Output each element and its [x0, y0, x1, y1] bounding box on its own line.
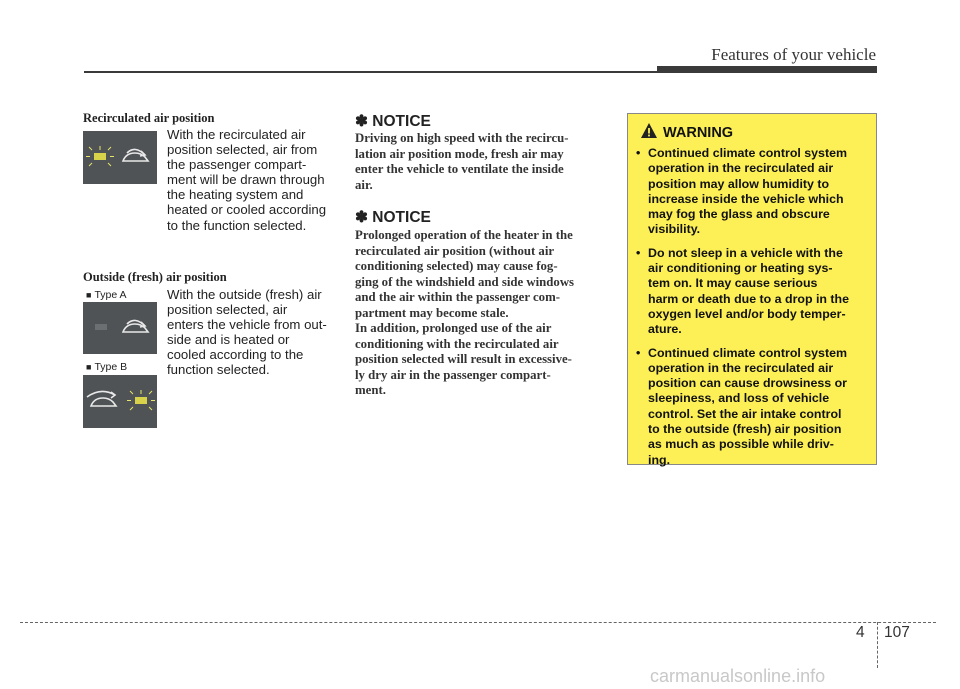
- text-line: enter the vehicle to ventilate the inside: [355, 162, 564, 176]
- text-line: lation air position mode, fresh air may: [355, 146, 564, 161]
- type-b-label: ■ Type B: [86, 361, 128, 373]
- text-line: air conditioning or heating sys-: [648, 261, 833, 276]
- recirculated-description: [167, 127, 333, 233]
- header-rule: [84, 71, 658, 73]
- text-line: may fog the glass and obscure: [648, 207, 830, 222]
- text-line: heated or cooled according: [167, 202, 327, 218]
- text-line: visibility.: [648, 222, 701, 237]
- text-line: harm or death due to a drop in the: [648, 291, 850, 306]
- text-line: conditioning with the recirculated air: [355, 336, 559, 351]
- warning-item: [636, 246, 868, 338]
- notice-1-body: [355, 131, 604, 193]
- text-line: ly dry air in the passenger compart-: [355, 367, 551, 382]
- text-line: position selected, air from: [167, 142, 318, 158]
- text-line: side and is heated or: [167, 332, 290, 348]
- text-line: position may allow humidity to: [648, 176, 830, 191]
- watermark: carmanualsonline.info: [650, 666, 826, 686]
- text-line: function selected.: [167, 362, 270, 378]
- text-line: Continued climate control system: [648, 345, 847, 360]
- text-line: to the outside (fresh) air position: [648, 422, 842, 437]
- text-line: Driving on high speed with the recircu-: [355, 131, 569, 145]
- text-line: ging of the windshield and side windows: [355, 274, 575, 289]
- text-line: increase inside the vehicle which: [648, 191, 844, 206]
- page-number: 107: [884, 624, 910, 641]
- text-line: and the air within the passenger com-: [355, 290, 560, 304]
- outside-air-figure-type-a: [83, 302, 157, 354]
- type-a-label: ■ Type A: [86, 289, 127, 301]
- notice-heading: ✽ NOTICE: [355, 113, 431, 130]
- warning-item: [636, 346, 868, 468]
- footer-divider: [877, 622, 878, 668]
- text-line: position selected, air: [167, 302, 288, 318]
- outside-air-indicator-icon: [83, 302, 157, 354]
- text-line: In addition, prolonged use of the air: [355, 321, 552, 335]
- type-a-text: Type A: [94, 289, 127, 301]
- text-line: Prolonged operation of the heater in the: [355, 228, 573, 242]
- text-line: ment will be drawn through: [167, 172, 325, 188]
- notice-heading: ✽ NOTICE: [355, 209, 431, 226]
- header-rule-accent: [657, 66, 877, 73]
- fresh-air-indicator-icon: [83, 375, 157, 428]
- bullet-icon: •: [636, 245, 641, 260]
- bullet-icon: •: [636, 146, 641, 160]
- notice-2-body: [355, 228, 604, 399]
- text-line: ing.: [648, 452, 671, 467]
- text-line: cooled according to the: [167, 347, 304, 363]
- outside-description: [167, 287, 333, 378]
- footer-rule: [20, 622, 936, 623]
- notice-star-icon: ✽: [355, 113, 373, 130]
- text-line: Do not sleep in a vehicle with the: [648, 245, 843, 260]
- text-line: tem on. It may cause serious: [648, 276, 818, 291]
- warning-list: [636, 146, 868, 468]
- type-b-text: Type B: [94, 361, 128, 373]
- text-line: Continued climate control system: [648, 146, 847, 160]
- text-line: as much as possible while driv-: [648, 437, 834, 452]
- text-line: operation in the recirculated air: [648, 161, 834, 176]
- text-line: the heating system and: [167, 187, 304, 203]
- outside-air-figure-type-b: [83, 375, 157, 428]
- running-header: Features of your vehicle: [711, 45, 876, 64]
- warning-item: [636, 146, 868, 238]
- text-line: partment may become stale.: [355, 305, 509, 320]
- text-line: control. Set the air intake control: [648, 406, 842, 421]
- text-line: recirculated air position (without air: [355, 243, 555, 258]
- text-line: ment.: [355, 383, 386, 397]
- warning-triangle-icon: [640, 122, 658, 144]
- text-line: conditioning selected) may cause fog-: [355, 259, 558, 273]
- text-line: position selected will result in excessive-: [355, 352, 572, 366]
- text-line: operation in the recirculated air: [648, 360, 834, 375]
- text-line: sleepiness, and loss of vehicle: [648, 391, 830, 406]
- recirculate-button-figure: [83, 131, 157, 184]
- recirculated-title: Recirculated air position: [83, 111, 215, 125]
- text-line: air.: [355, 177, 373, 192]
- bullet-icon: •: [636, 345, 641, 360]
- text-line: the passenger compart-: [167, 157, 307, 173]
- chapter-number: 4: [856, 624, 865, 641]
- text-line: ature.: [648, 322, 682, 337]
- text-line: oxygen level and/or body temper-: [648, 306, 846, 321]
- text-line: position can cause drowsiness or: [648, 376, 847, 391]
- text-line: enters the vehicle from out-: [167, 317, 327, 333]
- text-line: With the recirculated air: [167, 127, 306, 142]
- warning-title: WARNING: [663, 125, 734, 141]
- notice-star-icon: ✽: [355, 209, 373, 226]
- recirculate-indicator-icon: [83, 131, 157, 184]
- text-line: With the outside (fresh) air: [167, 287, 322, 302]
- text-line: to the function selected.: [167, 217, 307, 233]
- outside-title: Outside (fresh) air position: [83, 270, 227, 284]
